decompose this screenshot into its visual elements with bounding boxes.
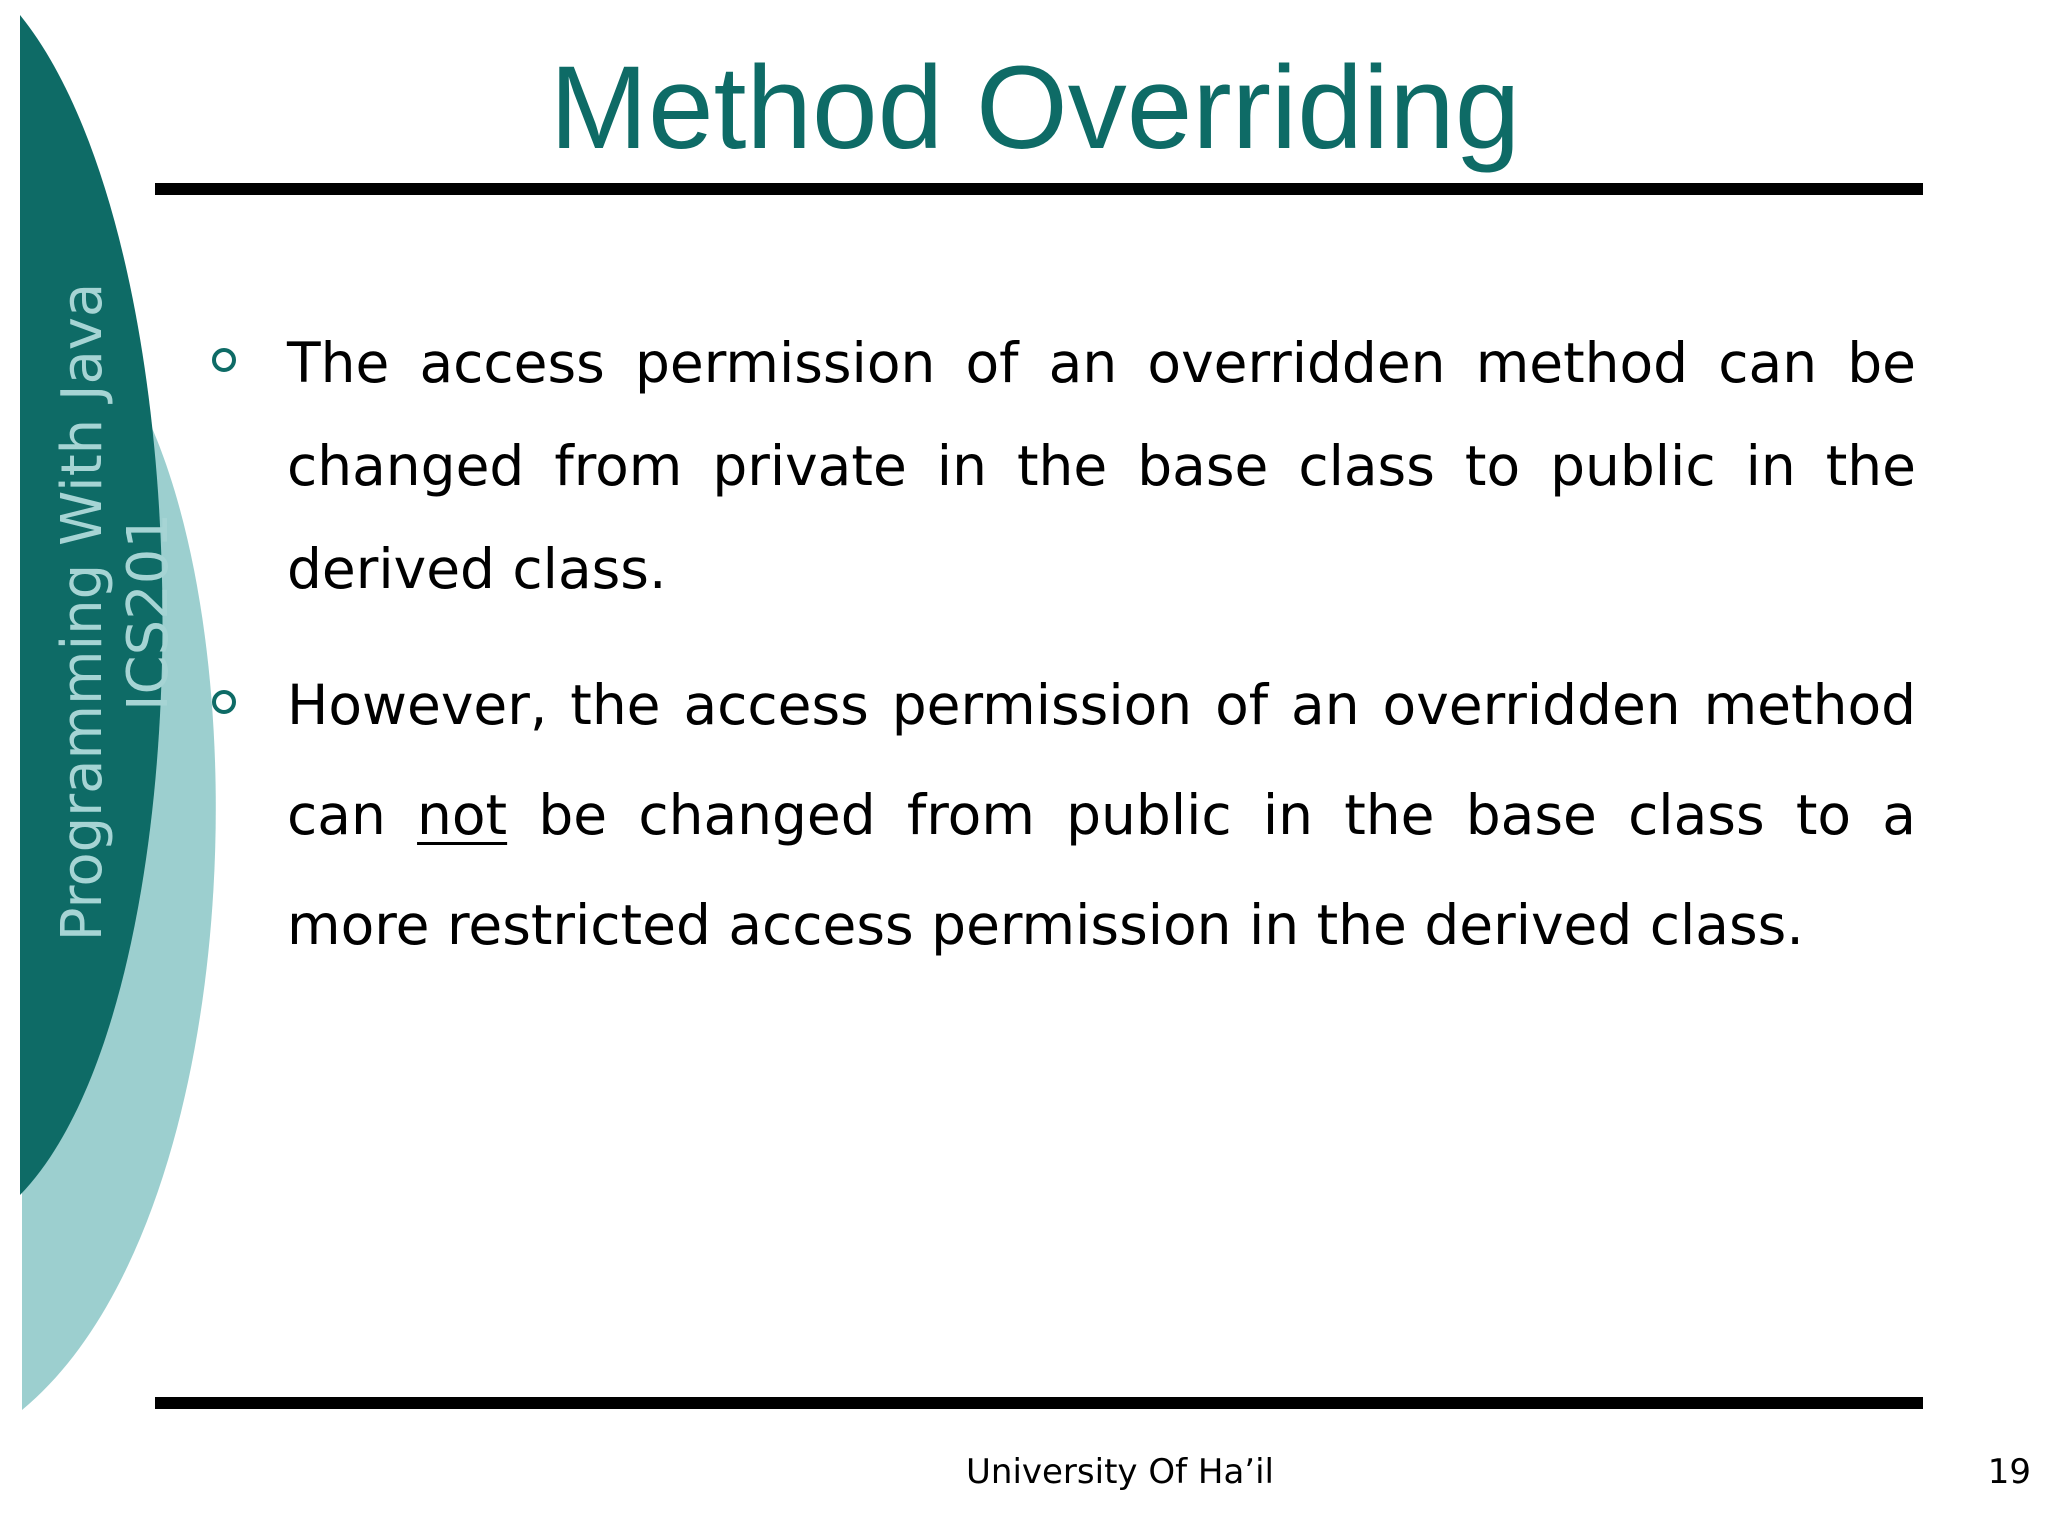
footer-institution: University Of Ha’il: [966, 1452, 1274, 1492]
hollow-circle-bullet-icon: [212, 348, 236, 372]
bottom-divider: [155, 1397, 1923, 1409]
hollow-circle-bullet-icon: [212, 690, 236, 714]
bullet-list: [200, 312, 1916, 980]
top-divider: [155, 183, 1923, 195]
page-number: 19: [1987, 1452, 2031, 1492]
bullet-item-2: [200, 650, 1916, 980]
course-label: [50, 283, 182, 941]
course-label-line-2: ICS201: [116, 512, 181, 712]
slide-title: Method Overriding: [549, 42, 1521, 174]
bullet-item-1: [200, 312, 1916, 621]
bullet-2-text-after: be changed from public in the base class to a more restricted access permission in the derived class.: [287, 783, 1916, 957]
course-label-line-1: Programming With Java: [50, 282, 115, 942]
bullet-2-text-before: However, the access permission of an overridden method can: [287, 673, 1916, 847]
bullet-2-emphasis: not: [417, 783, 508, 847]
bullet-1-text: The access permission of an overridden method can be changed from private in the base class to public in the derived class.: [287, 331, 1916, 601]
